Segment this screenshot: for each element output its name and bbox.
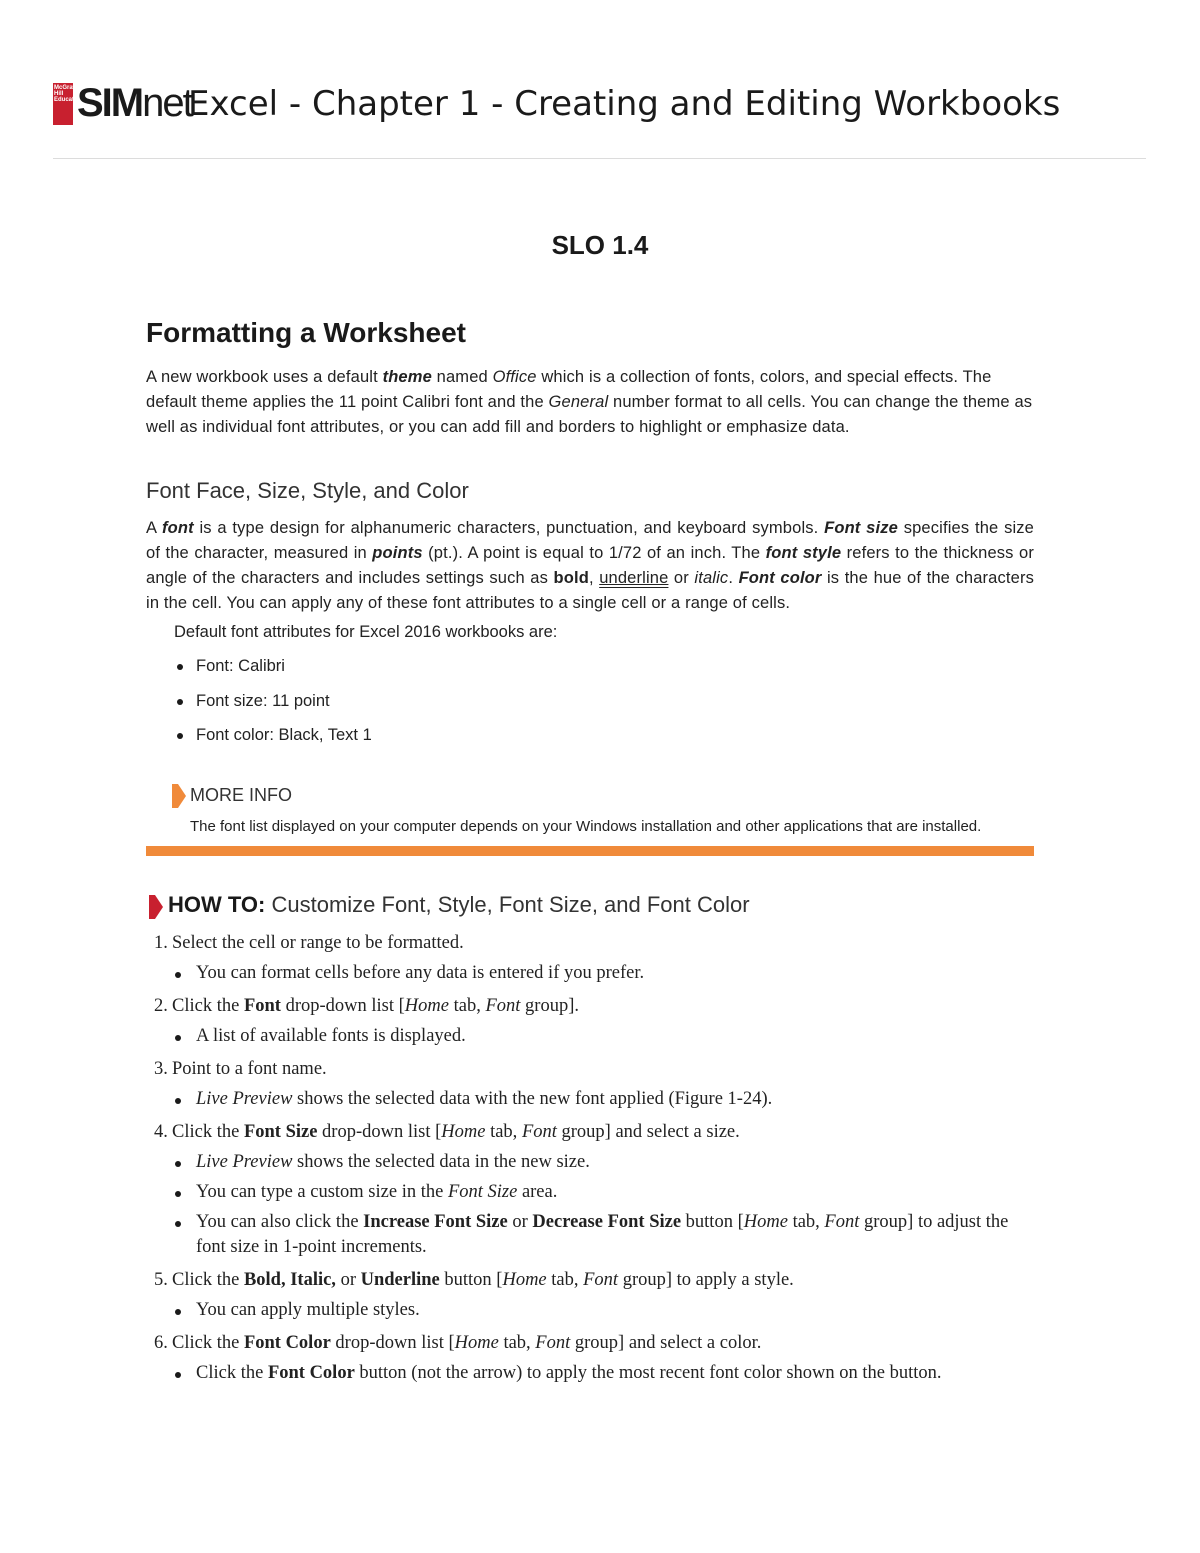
howto-heading: HOW TO: Customize Font, Style, Font Size, and Font Color xyxy=(146,890,1034,920)
default-attributes-list xyxy=(174,654,1034,747)
list-item: Font: Calibri xyxy=(174,654,1034,678)
step-6: 6. Click the Font Color drop-down list [Home tab, Font group] and select a color. Click the Font Color button (not the arrow) to apply the most recent font color shown on the button. xyxy=(146,1330,1034,1386)
more-info-text: The font list displayed on your computer depends on your Windows installation and other applications that are installed. xyxy=(190,818,982,835)
step-note: You can also click the Increase Font Size or Decrease Font Size button [Home tab, Font group] to adjust the font size in 1-point increments. xyxy=(172,1210,1034,1260)
step-note: You can apply multiple styles. xyxy=(172,1298,1034,1323)
step-5: 5. Click the Bold, Italic, or Underline button [Home tab, Font group] to apply a style. You can apply multiple styles. xyxy=(146,1267,1034,1323)
step-note: A list of available fonts is displayed. xyxy=(172,1024,1034,1049)
list-item: Font size: 11 point xyxy=(174,689,1034,713)
page-header xyxy=(53,78,1146,159)
main-content xyxy=(146,315,1034,1393)
step-note: You can type a custom size in the Font Size area. xyxy=(172,1180,1034,1205)
intro-paragraph: A new workbook uses a default theme named Office which is a collection of fonts, colors, and special effects. The default theme applies the 11 point Calibri font and the General number format to all cells. You can change the theme as well as individual font attributes, or you can add fill and borders to highlight or emphasize data. xyxy=(146,368,1033,436)
step-note: Live Preview shows the selected data in the new size. xyxy=(172,1150,1034,1175)
more-info-box xyxy=(146,783,1034,838)
more-info-arrow-icon xyxy=(172,784,186,808)
list-item: Font color: Black, Text 1 xyxy=(174,723,1034,747)
step-note: Live Preview shows the selected data with the new font applied (Figure 1-24). xyxy=(172,1087,1034,1112)
more-info-label: MORE INFO xyxy=(190,785,292,805)
step-1: 1. Select the cell or range to be formatted. You can format cells before any data is entered if you prefer. xyxy=(146,930,1034,986)
step-4: 4. Click the Font Size drop-down list [Home tab, Font group] and select a size. Live Preview shows the selected data in the new size. You can type a custom size in the Font Size area. You can also click the Increase Font Size or Decrease Font Size button [Home tab, Font group] to adjust the font size in 1-point increments. xyxy=(146,1119,1034,1260)
font-section-heading: Font Face, Size, Style, and Color xyxy=(146,478,469,503)
font-definition-paragraph: A font is a type design for alphanumeric characters, punctuation, and keyboard symbols. Font size specifies the size of the character, measured in points (pt.). A point is equal to 1/72 of an inch. The font style refers to the thickness or angle of the characters and includes settings such as bold, underline or italic. Font color is the hue of the characters in the cell. You can apply any of these font attributes to a single cell or a range of cells. xyxy=(146,519,1035,612)
howto-arrow-icon xyxy=(149,895,163,919)
section-title: Formatting a Worksheet xyxy=(146,317,466,348)
mcgraw-hill-logo: McGraw Hill Education xyxy=(53,83,73,125)
document-title: Excel - Chapter 1 - Creating and Editing Workbooks xyxy=(188,84,1061,124)
howto-steps xyxy=(146,930,1034,1386)
simnet-wordmark: SIMnet xyxy=(77,81,192,125)
divider-bar xyxy=(146,846,1034,856)
slo-heading: SLO 1.4 xyxy=(551,230,649,260)
step-2: 2. Click the Font drop-down list [Home tab, Font group]. A list of available fonts is displayed. xyxy=(146,993,1034,1049)
step-note: You can format cells before any data is entered if you prefer. xyxy=(172,961,1034,986)
simnet-logo xyxy=(53,80,192,126)
step-3: 3. Point to a font name. Live Preview shows the selected data with the new font applied (Figure 1-24). xyxy=(146,1056,1034,1112)
defaults-intro: Default font attributes for Excel 2016 workbooks are: xyxy=(174,623,558,641)
step-note: Click the Font Color button (not the arrow) to apply the most recent font color shown on the button. xyxy=(172,1361,1034,1386)
